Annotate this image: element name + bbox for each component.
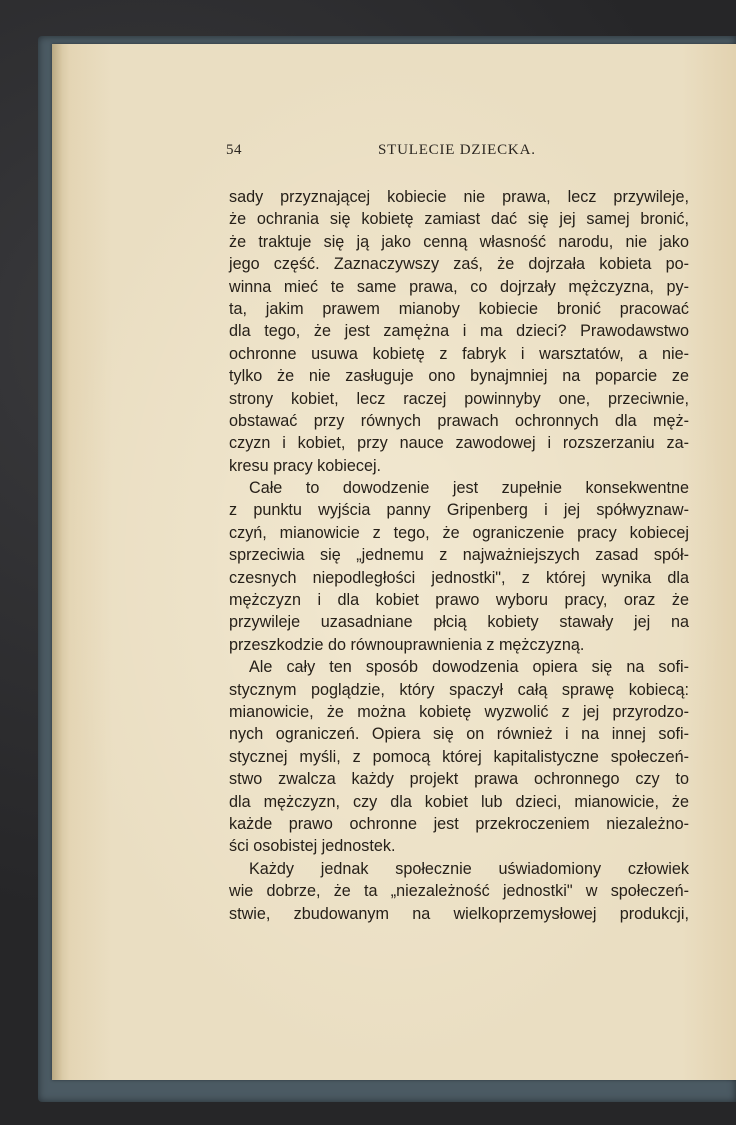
text-line: dla tego, że jest zamężna i ma dzieci? Prawodawstwo <box>229 322 689 341</box>
text-line: stwo zwalcza każdy projekt prawa ochronnego czy to <box>229 770 689 789</box>
text-line: Całe to dowodzenie jest zupełnie konsekwentne <box>249 479 689 498</box>
text-line: winna mieć te same prawa, co dojrzały mężczyzna, py- <box>229 277 689 296</box>
text-line: stycznej myśli, z pomocą której kapitalistyczne społeczeń- <box>229 747 689 766</box>
text-line: strony kobiet, lecz raczej powinnyby one, przeciwnie, <box>229 389 689 408</box>
text-line: przywileje uzasadniane płcią kobiety stawały jej na <box>229 613 689 632</box>
text-line: nych ograniczeń. Opiera się on również i na innej sofi- <box>229 725 689 744</box>
text-line: Ale cały ten sposób dowodzenia opiera się na sofi- <box>249 658 689 677</box>
running-title: STULECIE DZIECKA. <box>378 142 536 158</box>
text-line: sady przyznającej kobiecie nie prawa, lecz przywileje, <box>229 188 689 206</box>
text-line: czyzn i kobiet, przy nauce zawodowej i rozszerzaniu za- <box>229 434 689 453</box>
text-line: jego część. Zaznaczywszy zaś, że dojrzała kobieta po- <box>229 255 689 274</box>
text-line: przeszkodzie do równouprawnienia z mężczyzną. <box>229 635 585 654</box>
page-gutter <box>52 44 62 1080</box>
text-line: mężczyzn i dla kobiet prawo wyboru pracy, oraz że <box>229 591 689 610</box>
running-header <box>226 142 666 168</box>
text-line: kresu pracy kobiecej. <box>229 456 382 475</box>
page-number: 54 <box>226 142 242 158</box>
text-line: stycznym poglądzie, który spaczył całą sprawę kobiecą: <box>229 680 689 699</box>
text-line: sprzeciwia się „jednemu z najważniejszych zasad spół- <box>229 546 689 565</box>
text-line: mianowicie, że można kobietę wyzwolić z jej przyrodzo- <box>229 702 689 721</box>
text-line: że ochrania się kobietę zamiast dać się jej samej bronić, <box>229 210 689 229</box>
body-text <box>229 186 689 925</box>
text-line: wie dobrze, że ta „niezależność jednostki" w społeczeń- <box>229 882 689 901</box>
text-line: ści osobistej jednostek. <box>229 837 396 856</box>
text-line: obstawać przy równych prawach ochronnych dla męż- <box>229 411 689 430</box>
text-line: każde prawo ochronne jest przekroczeniem niezależno- <box>229 814 689 833</box>
text-line: z punktu wyjścia panny Gripenberg i jej spółwyznaw- <box>229 501 689 520</box>
text-line: ta, jakim prawem mianoby kobiecie bronić pracować <box>229 299 689 318</box>
text-line: czyń, mianowicie z tego, że ograniczenie pracy kobiecej <box>229 523 689 542</box>
text-line: ochronne usuwa kobietę z fabryk i warsztatów, a nie- <box>229 344 689 363</box>
text-line: że traktuje się ją jako cenną własność narodu, nie jako <box>229 232 689 251</box>
text-line: czesnych niepodległości jednostki", z której wynika dla <box>229 568 689 587</box>
text-line: Każdy jednak społecznie uświadomiony człowiek <box>249 859 689 878</box>
text-line: dla mężczyzn, czy dla kobiet lub dzieci, mianowicie, że <box>229 792 689 811</box>
text-line: tylko że nie zasługuje ono bynajmniej na poparcie ze <box>229 367 689 386</box>
text-line: stwie, zbudowanym na wielkoprzemysłowej produkcji, <box>229 904 689 923</box>
